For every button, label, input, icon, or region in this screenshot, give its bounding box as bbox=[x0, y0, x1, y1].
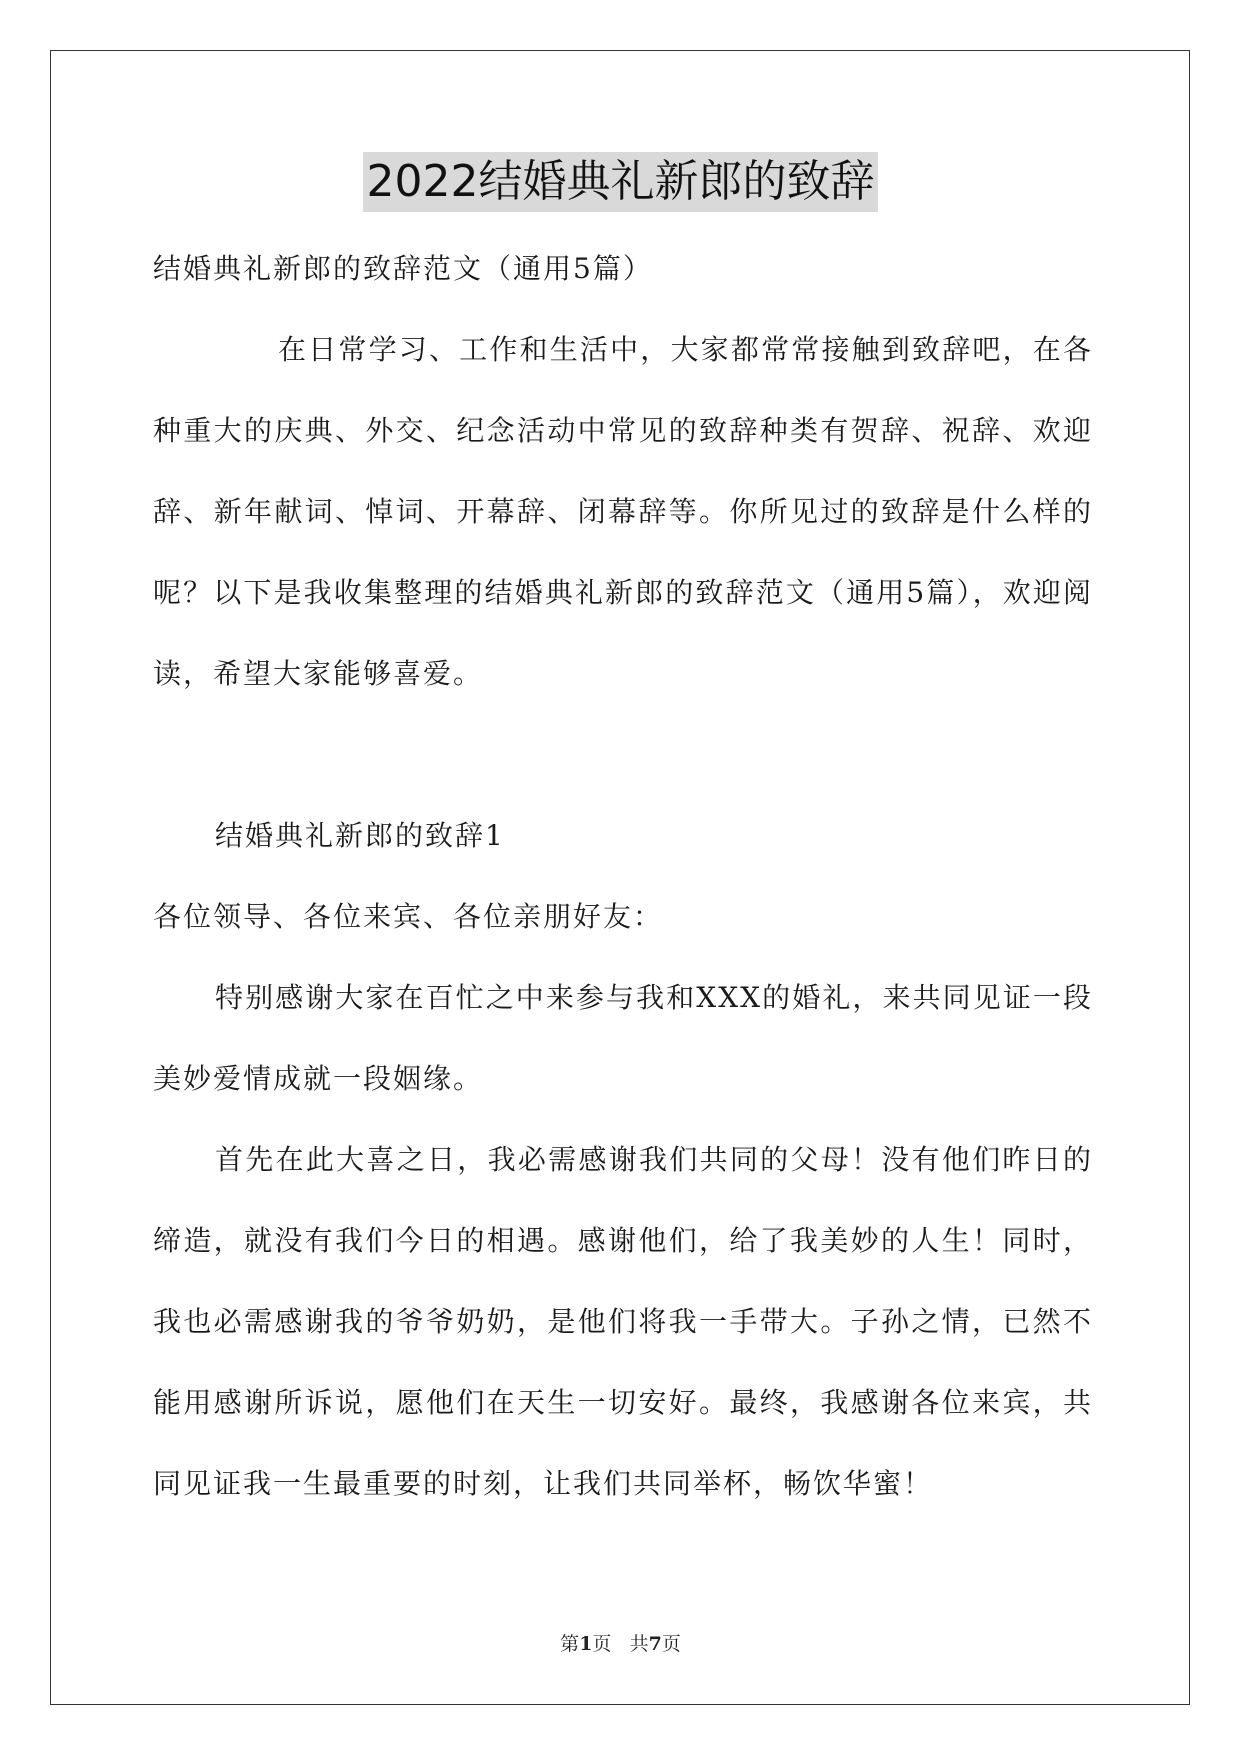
paragraph-1: 特别感谢大家在百忙之中来参与我和XXX的婚礼，来共同见证一段美妙爱情成就一段姻缘。 bbox=[153, 981, 1093, 1095]
total-suffix: 页 bbox=[661, 1633, 681, 1655]
section-heading: 结婚典礼新郎的致辞1 bbox=[215, 819, 505, 852]
page-total: 7 bbox=[648, 1633, 662, 1655]
page-number: 1 bbox=[579, 1633, 593, 1655]
page-prefix: 第 bbox=[560, 1633, 580, 1655]
intro-paragraph: 在日常学习、工作和生活中，大家都常常接触到致辞吧，在各种重大的庆典、外交、纪念活动中常见的致辞种类有贺辞、祝辞、欢迎辞、新年献词、悼词、开幕辞、闭幕辞等。你所见过的致辞是什么样的呢？以下是我收集整理的结婚典礼新郎的致辞范文（通用5篇），欢迎阅读，希望大家能够喜爱。 bbox=[153, 333, 1093, 690]
total-prefix: 共 bbox=[629, 1633, 649, 1655]
greeting: 各位领导、各位来宾、各位亲朋好友： bbox=[153, 900, 664, 933]
document-body bbox=[153, 228, 1093, 1524]
spacer bbox=[153, 714, 1093, 795]
paragraph-2: 首先在此大喜之日，我必需感谢我们共同的父母！没有他们昨日的缔造，就没有我们今日的相遇。感谢他们，给了我美妙的人生！同时，我也必需感谢我的爷爷奶奶，是他们将我一手带大。子孙之情，已然不能用感谢所诉说，愿他们在天生一切安好。最终，我感谢各位来宾，共同见证我一生最重要的时刻，让我们共同举杯，畅饮华蜜！ bbox=[153, 1143, 1093, 1500]
page-suffix: 页 bbox=[592, 1633, 612, 1655]
document-title: 2022结婚典礼新郎的致辞 bbox=[363, 152, 879, 212]
page-footer bbox=[0, 1629, 1241, 1656]
title-container bbox=[0, 152, 1241, 212]
document-subtitle: 结婚典礼新郎的致辞范文（通用5篇） bbox=[153, 252, 653, 285]
